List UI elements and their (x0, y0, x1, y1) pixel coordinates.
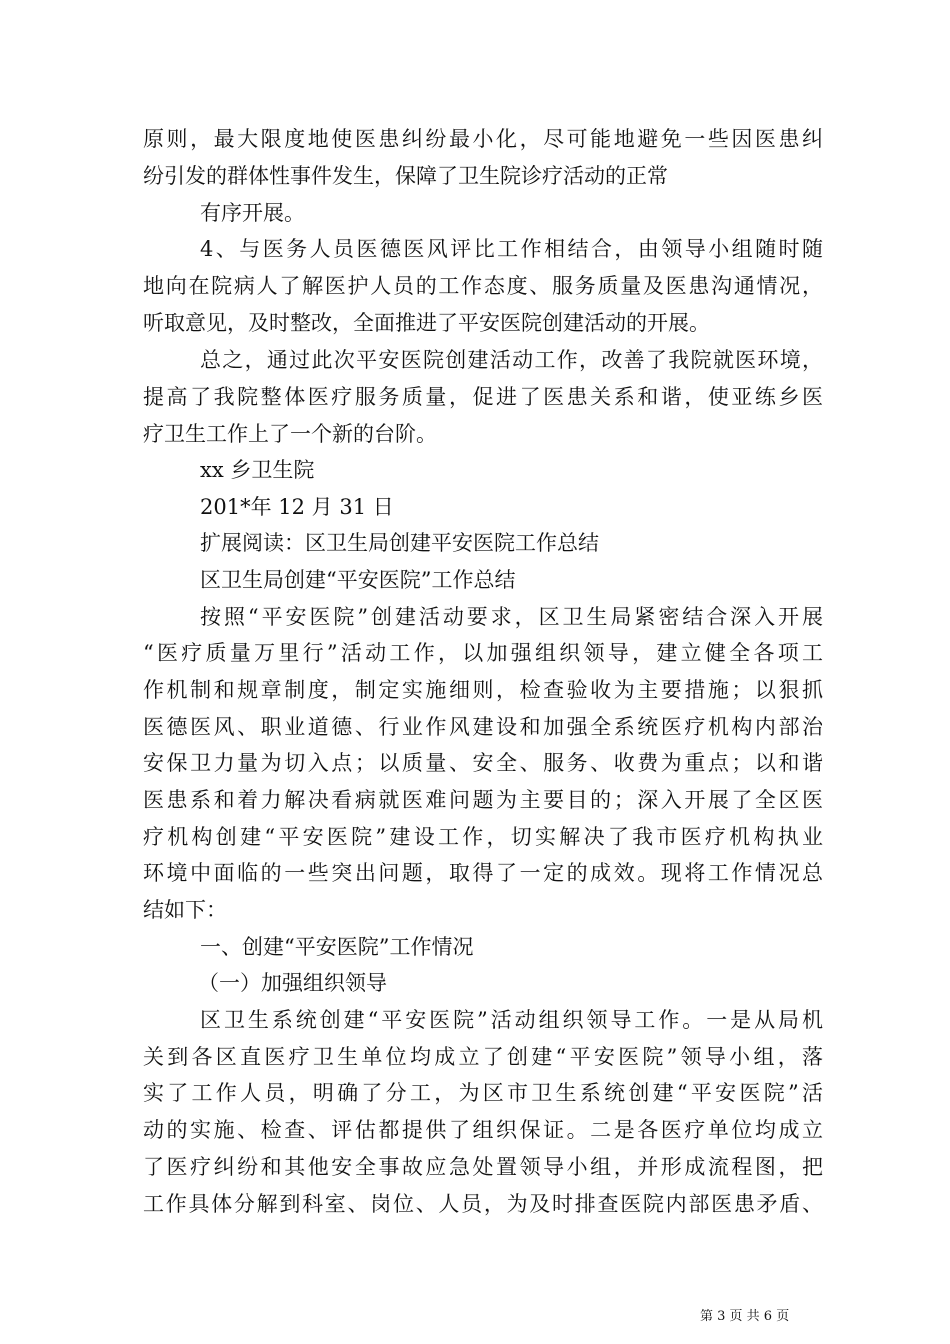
text-line: 201*年 12 月 31 日 (200, 495, 394, 519)
text-line: 医患系和着力解决看病就医难问题为主要目的；深入开展了全区医 (143, 788, 823, 812)
section-heading: 一、创建“平安医院”工作情况 (200, 935, 474, 959)
text-line: 原则，最大限度地使医患纠纷最小化，尽可能地避免一些因医患纠 (143, 127, 823, 151)
text-line: 关到各区直医疗卫生单位均成立了创建“平安医院”领导小组，落 (143, 1045, 823, 1069)
text-line: 听取意见，及时整改，全面推进了平安医院创建活动的开展。 (143, 311, 710, 335)
text-line: 纷引发的群体性事件发生，保障了卫生院诊疗活动的正常 (143, 164, 668, 188)
text-line: 总之，通过此次平安医院创建活动工作，改善了我院就医环境， (200, 348, 823, 372)
text-line: 工作具体分解到科室、岗位、人员，为及时排查医院内部医患矛盾、 (143, 1192, 823, 1216)
subsection-heading: （一）加强组织领导 (198, 971, 387, 995)
text-line: 区卫生系统创建“平安医院”活动组织领导工作。一是从局机 (200, 1008, 823, 1032)
text-line: 区卫生局创建“平安医院”工作总结 (200, 568, 516, 592)
text-line: xx 乡卫生院 (200, 458, 315, 482)
text-line: 4、与医务人员医德医风评比工作相结合，由领导小组随时随 (200, 237, 823, 261)
text-line: 结如下： (143, 898, 227, 922)
text-line: 动的实施、检查、评估都提供了组织保证。二是各医疗单位均成立 (143, 1118, 823, 1142)
text-line: 安保卫力量为切入点；以质量、安全、服务、收费为重点；以和谐 (143, 751, 823, 775)
text-line: 了医疗纠纷和其他安全事故应急处置领导小组，并形成流程图，把 (143, 1155, 823, 1179)
text-line: 环境中面临的一些突出问题，取得了一定的成效。现将工作情况总 (143, 861, 823, 885)
text-line: 地向在院病人了解医护人员的工作态度、服务质量及医患沟通情况， (143, 274, 823, 298)
text-line: 扩展阅读：区卫生局创建平安医院工作总结 (200, 531, 599, 555)
text-line: 有序开展。 (200, 201, 305, 225)
text-line: 提高了我院整体医疗服务质量，促进了医患关系和谐，使亚练乡医 (143, 385, 823, 409)
text-line: 疗卫生工作上了一个新的台阶。 (143, 422, 437, 446)
text-line: 疗机构创建“平安医院”建设工作，切实解决了我市医疗机构执业 (143, 825, 823, 849)
text-line: “医疗质量万里行”活动工作，以加强组织领导，建立健全各项工 (143, 641, 823, 665)
text-line: 按照“平安医院”创建活动要求，区卫生局紧密结合深入开展 (200, 605, 823, 629)
text-line: 实了工作人员，明确了分工，为区市卫生系统创建“平安医院”活 (143, 1081, 823, 1105)
page-number: 第 3 页 共 6 页 (700, 1309, 790, 1324)
text-line: 作机制和规章制度，制定实施细则，检查验收为主要措施；以狠抓 (143, 678, 823, 702)
text-line: 医德医风、职业道德、行业作风建设和加强全系统医疗机构内部治 (143, 715, 823, 739)
